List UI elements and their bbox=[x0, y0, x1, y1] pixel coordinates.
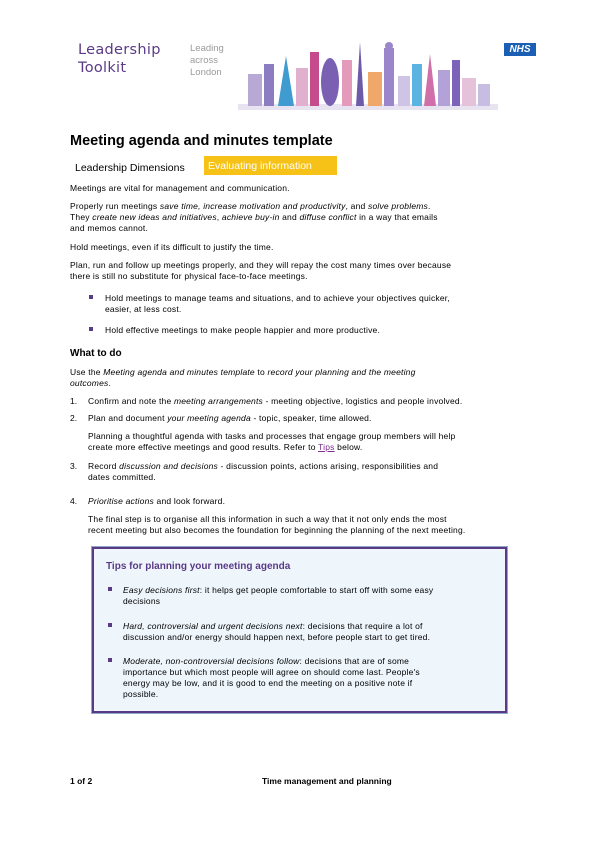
partner-line-2: across bbox=[190, 55, 218, 66]
partner-line-1: Leading bbox=[190, 43, 224, 54]
tip-item: Easy decisions first: it helps get people comfortable to start off with some easy decisions bbox=[123, 585, 434, 606]
brand-line-1: Leadership bbox=[78, 42, 161, 58]
step-4: Prioritise actions and look forward. bbox=[88, 496, 226, 506]
partner-logo bbox=[190, 43, 240, 79]
bullet-icon bbox=[108, 587, 112, 591]
intro-paragraph-2: Properly run meetings save time, increase motivation and productivity, and solve problems. They create new ideas and initiatives, achieve buy-in and diffuse conflict in a way that emails and memos cannot. bbox=[70, 201, 438, 233]
footer-section-title: Time management and planning bbox=[262, 776, 392, 786]
intro-paragraph-4: Plan, run and follow up meetings properly, and they will repay the cost many times over because there is still no substitute for physical face-to-face meetings. bbox=[70, 260, 452, 281]
step-2: Plan and document your meeting agenda - topic, speaker, time allowed. bbox=[88, 413, 372, 423]
intro-paragraph-3: Hold meetings, even if its difficult to justify the time. bbox=[70, 242, 274, 252]
nhs-logo: NHS bbox=[504, 43, 536, 56]
brand-line-2: Toolkit bbox=[78, 60, 127, 76]
bullet-item: Hold effective meetings to make people happier and more productive. bbox=[105, 325, 381, 335]
london-skyline-image bbox=[238, 34, 498, 110]
bullet-icon bbox=[89, 327, 93, 331]
step-number: 3. bbox=[70, 461, 78, 471]
dimensions-label: Leadership Dimensions bbox=[75, 162, 185, 174]
step-2-detail: Planning a thoughtful agenda with tasks and processes that engage group members will help create more effective meetings and good results. Refer to Tips below. bbox=[88, 431, 456, 452]
step-number: 1. bbox=[70, 396, 78, 406]
tips-heading: Tips for planning your meeting agenda bbox=[106, 561, 291, 572]
dimensions-badge: Evaluating information bbox=[204, 156, 337, 175]
what-to-do-lead: Use the Meeting agenda and minutes template to record your planning and the meeting outcomes. bbox=[70, 367, 416, 388]
intro-paragraph-1: Meetings are vital for management and communication. bbox=[70, 183, 290, 193]
tip-item: Hard, controversial and urgent decisions next: decisions that require a lot of discussion and/or energy should happen next, before people start to get tired. bbox=[123, 621, 431, 642]
partner-line-3: London bbox=[190, 67, 222, 78]
bullet-icon bbox=[108, 623, 112, 627]
page-number: 1 of 2 bbox=[70, 776, 93, 786]
bullet-icon bbox=[108, 658, 112, 662]
step-number: 4. bbox=[70, 496, 78, 506]
section-heading: What to do bbox=[70, 348, 122, 359]
page-title: Meeting agenda and minutes template bbox=[70, 133, 333, 149]
tips-link[interactable]: Tips bbox=[318, 442, 335, 452]
toolkit-logo bbox=[78, 41, 188, 77]
step-number: 2. bbox=[70, 413, 78, 423]
tip-item: Moderate, non-controversial decisions follow: decisions that are of some importance but which most people will agree on should come last. People's energy may be low, and it is good to end the meeting on a positive note if possible. bbox=[123, 656, 420, 699]
step-4-detail: The final step is to organise all this information in such a way that it not only ends the most recent meeting but also becomes the foundation for beginning the planning of the next meeting. bbox=[88, 514, 466, 535]
step-1: Confirm and note the meeting arrangements - meeting objective, logistics and people involved. bbox=[88, 396, 463, 406]
step-3: Record discussion and decisions - discussion points, actions arising, responsibilities and dates committed. bbox=[88, 461, 439, 482]
bullet-item: Hold meetings to manage teams and situations, and to achieve your objectives quicker, easier, at less cost. bbox=[105, 293, 450, 314]
bullet-icon bbox=[89, 295, 93, 299]
